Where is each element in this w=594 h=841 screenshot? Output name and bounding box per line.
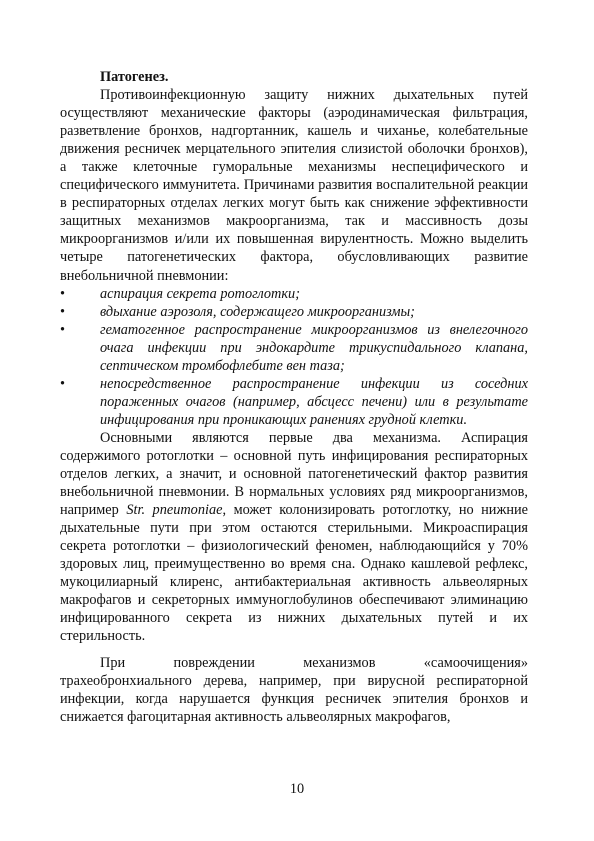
page-body [60, 68, 528, 726]
list-item [60, 321, 528, 375]
mechanisms-text-start: Основными являются первые два механизма. Аспирация содержимого ротоглотки – основной путь инфицирования респираторных отделов легких, а значит, и основной патогенетический фактор развития внебольничной пневмонии. В нормальных условиях ряд микроорганизмов, например [60, 429, 528, 519]
page-number: 10 [289, 781, 305, 797]
intro-paragraph: Противоинфекционную защиту нижних дыхательных путей осуществляют механические факторы (аэродинамическая фильтрация, разветвление бронхов, надгортанник, кашель и чиханье, колебательные движения ресничек мерцательного эпителия слизистой оболочки бронхов), а также клеточные гуморальные механизмы неспецифического и специфического иммунитета. Причинами развития воспалительной реакции в респираторных отделах легких могут быть как снижение эффективности защитных механизмов макроорганизма, так и массивность дозы микроорганизмов и/или их повышенная вирулентность. Можно выделить четыре патогенетических фактора, обусловливающих развитие внебольничной пневмонии: [60, 87, 528, 284]
list-item-text: вдыхание аэрозоля, содержащего микроорганизмы; [100, 303, 415, 320]
pathogenetic-factors-list [60, 285, 528, 429]
species-name: Str. pneumoniae [126, 502, 223, 519]
list-item-text: непосредственное распространение инфекции из соседних пораженных очагов (например, абсцесс печени) или в результате инфицирования при проникающих ранениях грудной клетки. [100, 375, 528, 428]
list-item [60, 375, 528, 429]
list-item-text: аспирация секрета ротоглотки; [100, 285, 300, 302]
self-cleaning-paragraph: При повреждении механизмов «самоочищения» трахеобронхиального дерева, например, при вирусной респираторной инфекции, когда нарушается функция ресничек эпителия бронхов и снижается фагоцитарная активность альвеолярных макрофагов, [60, 654, 528, 725]
section-heading: Патогенез. [100, 69, 169, 85]
mechanisms-text-end: , может колонизировать ротоглотку, но нижние дыхательные пути при этом остаются стерильными. Микроаспирация секрета ротоглотки – физиологический феномен, наблюдающийся у 70% здоровых лиц, преимущественно во время сна. Однако кашлевой рефлекс, мукоцилиарный клиренс, антибактериальная активность альвеолярных макрофагов и секреторных иммуноглобулинов обеспечивают элиминацию инфицированного секрета из нижних дыхательных путей и их стерильность. [60, 502, 528, 645]
mechanisms-paragraph [60, 429, 528, 646]
list-item-text: гематогенное распространение микроорганизмов из внелегочного очага инфекции при эндокардите трикуспидального клапана, септическом тромбофлебите вен таза; [100, 321, 528, 374]
bullet-icon: • [60, 321, 66, 338]
bullet-icon: • [60, 303, 66, 320]
bullet-icon: • [60, 285, 66, 302]
bullet-icon: • [60, 375, 66, 392]
list-item [60, 285, 528, 303]
list-item [60, 303, 528, 321]
